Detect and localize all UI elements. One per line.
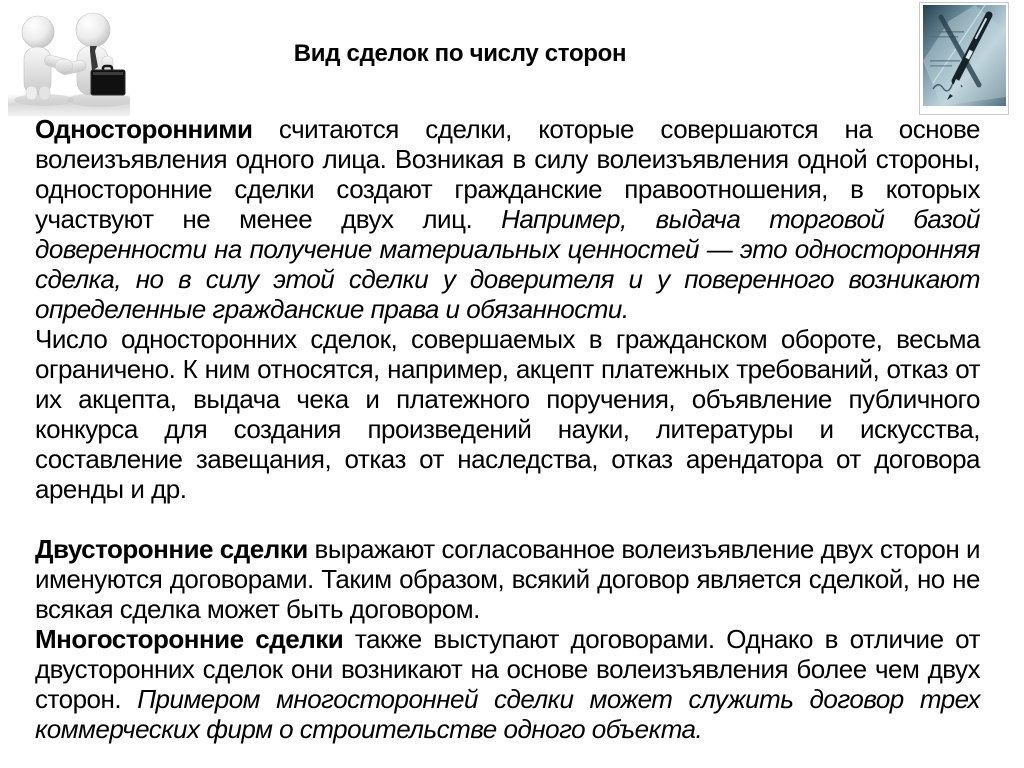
pen-icon [923,5,1006,106]
paragraph-unilateral-definition [35,114,980,324]
text-segment-bold: Двусторонние сделки [35,534,308,564]
paragraph-multilateral [35,624,980,744]
slide-title: Вид сделок по числу сторон [293,40,627,67]
pen-on-document-image [919,2,1009,115]
text-segment: также выступают договорами. Однако в отличие от двусторонних сделок они возникают на основе волеизъявления более чем двух сторон. [35,624,980,714]
paragraph-unilateral-examples [35,324,980,504]
text-segment: считаются сделки, которые совершаются на основе волеизъявления одного лица. Возникая в силу волеизъявления одной стороны, односторонние сделки создают гражданские правоотношения, в которых участвуют не менее двух лиц. [35,114,980,234]
text-segment-bold: Многосторонние сделки [35,624,344,654]
text-segment-italic: Например, выдача торговой базой доверенности на получение материальных ценностей — это односторонняя сделка, но в силу этой сделки у доверителя и у поверенного возникают определенные гражданские права и обязанности. [35,204,981,324]
paragraph-bilateral [35,534,980,624]
slide-body [35,114,980,744]
text-segment: Число односторонних сделок, совершаемых в гражданском обороте, весьма ограничено. К ним относятся, например, акцепт платежных требований, отказ от их акцепта, выдача чека и платежного поручения, объявление публичного конкурса для создания произведений науки, литературы и искусства, составление завещания, отказ от наследства, отказ арендатора от договора аренды и др. [35,324,980,504]
text-segment-bold: Односторонними [35,114,253,144]
text-segment: выражают согласованное волеизъявление двух сторон и именуются договорами. Таким образом, всякий договор является сделкой, но не всякая сделка может быть договором. [35,534,980,624]
text-segment-italic: Примером многосторонней сделки может служить договор трех коммерческих фирм о строительстве одного объекта. [35,684,980,744]
